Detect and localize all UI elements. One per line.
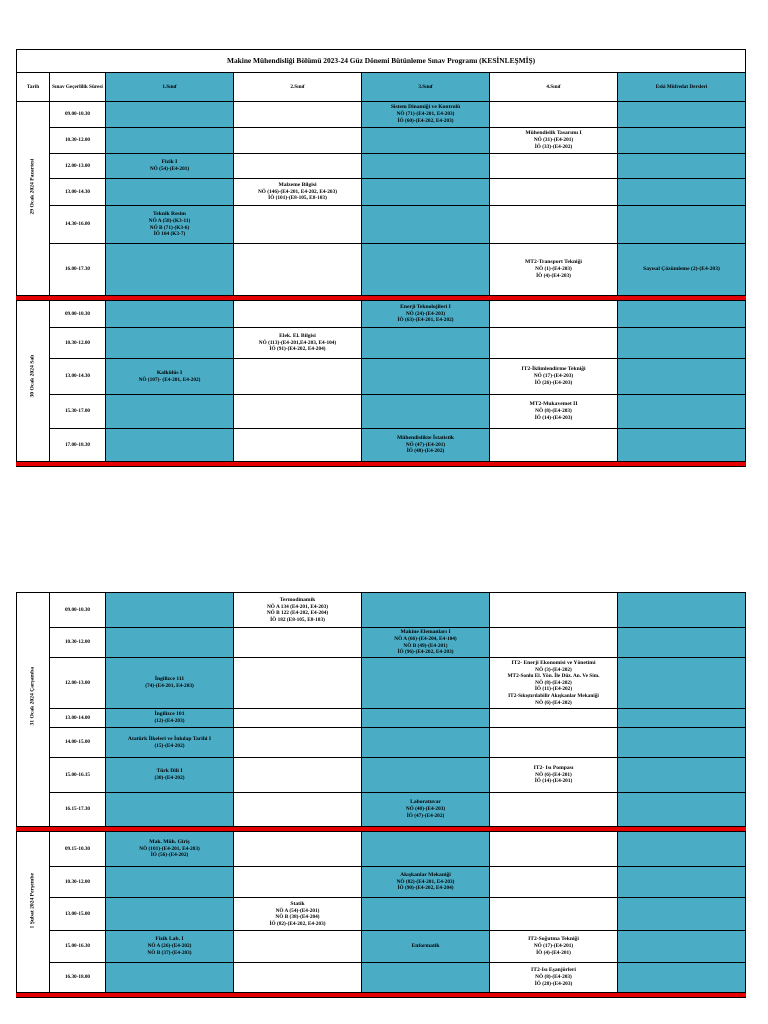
exam-course-name: İngilizce 101 xyxy=(154,711,185,718)
exam-cell xyxy=(106,154,234,179)
exam-cell xyxy=(362,206,490,244)
exam-cell xyxy=(234,206,362,244)
schedule-row xyxy=(17,758,746,793)
exam-detail: İÖ (90)-(E4-202, E4-204) xyxy=(397,885,454,892)
exam-cell xyxy=(618,709,746,728)
exam-cell xyxy=(234,328,362,359)
exam-cell xyxy=(234,179,362,206)
exam-detail: İÖ (82)-(E4-202, E4-203) xyxy=(269,920,326,927)
exam-cell xyxy=(362,102,490,128)
exam-course-name: IT2- Enerji Ekonomisi ve Yönetimi xyxy=(511,659,596,666)
exam-detail: NÖ (1)-(E4-203) xyxy=(535,266,572,273)
exam-cell xyxy=(618,963,746,993)
exam-detail: NÖ (113)-(E4-201,E4-203, E4-104) xyxy=(258,339,337,346)
exam-detail: İÖ (26)-(E4-203) xyxy=(534,379,573,386)
exam-cell xyxy=(362,709,490,728)
exam-cell xyxy=(362,395,490,429)
exam-detail: İÖ (47)-(E4-202) xyxy=(406,812,445,819)
exam-course-name: Mühendislik Tasarımı I xyxy=(525,130,582,137)
exam-detail: İÖ (91)-(E4-202, E4-204) xyxy=(269,346,326,353)
day-date-label: 31 Ocak 2024 Çarşamba xyxy=(29,666,36,726)
exam-detail: (15)-(E4-202) xyxy=(154,742,185,749)
day-date-label: 30 Ocak 2024 Salı xyxy=(29,354,36,397)
exam-cell xyxy=(106,628,234,658)
exam-cell xyxy=(234,709,362,728)
time-slot: 13.00-14.30 xyxy=(50,359,106,395)
header-date: Tarih xyxy=(17,73,50,102)
exam-cell xyxy=(362,328,490,359)
exam-cell xyxy=(362,429,490,462)
time-slot: 10.30-12.00 xyxy=(50,328,106,359)
exam-cell xyxy=(490,931,618,963)
header-class-4: 4.Sınıf xyxy=(490,73,618,102)
exam-detail: İÖ (14)-(E4-203) xyxy=(534,414,573,421)
exam-cell xyxy=(490,395,618,429)
schedule-row xyxy=(17,832,746,867)
exam-detail: NÖ (17)-(E4-203) xyxy=(533,373,574,380)
exam-schedule-table-1 xyxy=(16,49,746,467)
exam-cell xyxy=(106,593,234,628)
exam-cell xyxy=(234,301,362,328)
exam-cell xyxy=(106,328,234,359)
exam-detail: NÖ (146)-(E4-201, E4-202, E4-203) xyxy=(257,188,337,195)
time-slot: 13.00-14.00 xyxy=(50,709,106,728)
exam-cell xyxy=(106,758,234,793)
exam-cell xyxy=(362,658,490,709)
exam-detail: İÖ (28)-(E4-203) xyxy=(534,980,573,987)
exam-course-name: Enformatik xyxy=(411,943,440,949)
exam-cell xyxy=(362,898,490,931)
exam-cell xyxy=(362,867,490,898)
exam-cell xyxy=(234,102,362,128)
exam-course-name: Termodinamik xyxy=(279,596,316,603)
exam-cell xyxy=(490,244,618,296)
exam-course-name: Laboratuvar xyxy=(410,799,441,806)
exam-cell xyxy=(490,206,618,244)
time-slot: 14.00-15.00 xyxy=(50,728,106,758)
day-date-label: 1 Şubat 2024 Perşembe xyxy=(29,872,36,928)
exam-cell xyxy=(490,728,618,758)
exam-cell xyxy=(106,658,234,709)
exam-cell xyxy=(490,793,618,827)
exam-cell xyxy=(362,758,490,793)
exam-cell xyxy=(106,102,234,128)
exam-schedule-table-2 xyxy=(16,592,746,998)
exam-detail: (12)-(E4-203) xyxy=(154,718,185,725)
exam-cell xyxy=(106,793,234,827)
exam-cell xyxy=(234,793,362,827)
exam-course-name: Mak. Müh. Giriş xyxy=(149,838,190,845)
exam-cell xyxy=(362,728,490,758)
exam-course-name: Elek. El. Bilgisi xyxy=(279,332,316,339)
header-class-2: 2.Sınıf xyxy=(234,73,362,102)
exam-course-name: Teknik Resim xyxy=(153,211,186,218)
time-slot: 17.00-18.30 xyxy=(50,429,106,462)
exam-cell xyxy=(490,832,618,867)
schedule-row xyxy=(17,179,746,206)
exam-detail: (30)-(E4-202) xyxy=(154,775,185,782)
exam-detail: NÖ A (54)-(E4-201) xyxy=(275,907,320,914)
exam-detail: NÖ B (71)-(K3-6) xyxy=(149,224,190,231)
time-slot: 09.15-10.30 xyxy=(50,832,106,867)
exam-detail: İÖ (14)-(E4-201) xyxy=(534,778,573,785)
schedule-row xyxy=(17,963,746,993)
schedule-row xyxy=(17,102,746,128)
exam-cell xyxy=(106,832,234,867)
exam-cell xyxy=(234,728,362,758)
exam-course-name: Akışkanlar Mekaniği xyxy=(400,871,451,878)
exam-detail: NÖ B 122 (E4-202, E4-204) xyxy=(266,610,329,617)
exam-course-name: Fizik Lab. I xyxy=(155,936,184,943)
time-slot: 16.30-18.00 xyxy=(50,963,106,993)
exam-cell xyxy=(490,179,618,206)
exam-course-name: IT2-Soğutma Tekniği xyxy=(528,936,579,943)
exam-cell xyxy=(106,898,234,931)
exam-cell xyxy=(106,931,234,963)
exam-cell xyxy=(234,244,362,296)
time-slot: 13.00-14.30 xyxy=(50,179,106,206)
exam-detail: NÖ A (58)-(K3-11) xyxy=(148,218,191,225)
time-slot: 10.30-12.00 xyxy=(50,867,106,898)
exam-cell xyxy=(234,429,362,462)
exam-detail: İÖ (4)-(E4-201) xyxy=(536,949,571,956)
exam-cell xyxy=(490,963,618,993)
exam-cell xyxy=(618,206,746,244)
exam-detail: NÖ A (26)-(E4-202) xyxy=(147,943,192,950)
exam-cell xyxy=(618,429,746,462)
exam-course-name: Malzeme Bilgisi xyxy=(278,181,317,188)
time-slot: 15.00-16.15 xyxy=(50,758,106,793)
exam-detail: NÖ (101)-(E4-201, E4-203) xyxy=(139,845,200,852)
exam-cell xyxy=(234,359,362,395)
time-slot: 15.30-17.00 xyxy=(50,395,106,429)
exam-detail: NÖ (6)-(E4-201) xyxy=(535,771,572,778)
exam-course-name: MT2-Mukavemet II xyxy=(529,401,578,408)
day-date-cell xyxy=(17,102,50,296)
exam-course-name: Makine Elemanları I xyxy=(400,629,451,636)
schedule-row xyxy=(17,154,746,179)
exam-cell xyxy=(618,244,746,296)
exam-cell xyxy=(362,301,490,328)
exam-detail: NÖ (107)- (E4-201, E4-202) xyxy=(138,376,201,383)
exam-cell xyxy=(362,154,490,179)
exam-cell xyxy=(618,102,746,128)
exam-detail: İÖ (48)-(E4-202) xyxy=(406,448,445,455)
schedule-row xyxy=(17,728,746,758)
exam-cell xyxy=(362,128,490,154)
time-slot: 15.00-16.30 xyxy=(50,931,106,963)
schedule-row xyxy=(17,301,746,328)
exam-course-name: Sistem Dinamiği ve Kontrolü xyxy=(390,104,461,111)
exam-cell xyxy=(618,728,746,758)
exam-cell xyxy=(490,429,618,462)
exam-course-name: Statik xyxy=(290,900,305,907)
exam-cell xyxy=(234,658,362,709)
time-slot: 09.00-10.30 xyxy=(50,102,106,128)
exam-detail: NÖ (71)-(E4-201, E4-203) xyxy=(396,111,455,118)
exam-cell xyxy=(234,593,362,628)
day-separator xyxy=(17,462,746,467)
exam-detail: NÖ B (49)-(E4-201) xyxy=(403,642,448,649)
exam-cell xyxy=(490,867,618,898)
exam-detail: İÖ (60)-(E4-202, E4-203) xyxy=(397,117,454,124)
exam-cell xyxy=(234,832,362,867)
exam-detail: IT2-Sıkıştırılabilir Akışkanlar Mekaniği xyxy=(508,693,599,700)
exam-cell xyxy=(234,154,362,179)
exam-cell xyxy=(362,832,490,867)
exam-cell xyxy=(362,359,490,395)
exam-cell xyxy=(490,102,618,128)
exam-course-name: Fizik I xyxy=(161,159,178,166)
exam-course-name: Atatürk İlkeleri ve İnkılap Tarihi I xyxy=(127,735,212,742)
exam-cell xyxy=(106,867,234,898)
day-separator xyxy=(17,993,746,998)
exam-cell xyxy=(618,832,746,867)
exam-cell xyxy=(490,709,618,728)
exam-cell xyxy=(618,658,746,709)
table-1-body xyxy=(17,50,746,467)
exam-cell xyxy=(618,898,746,931)
exam-cell xyxy=(618,593,746,628)
exam-cell xyxy=(618,128,746,154)
schedule-row xyxy=(17,709,746,728)
exam-cell xyxy=(234,898,362,931)
exam-cell xyxy=(362,593,490,628)
schedule-row xyxy=(17,867,746,898)
schedule-row xyxy=(17,628,746,658)
exam-cell xyxy=(106,429,234,462)
exam-cell xyxy=(234,758,362,793)
day-date-cell xyxy=(17,832,50,993)
exam-cell xyxy=(106,709,234,728)
schedule-row xyxy=(17,898,746,931)
schedule-row xyxy=(17,328,746,359)
exam-cell xyxy=(234,395,362,429)
schedule-row xyxy=(17,658,746,709)
exam-cell xyxy=(490,898,618,931)
exam-cell xyxy=(106,359,234,395)
exam-course-name: İngilizce 111 xyxy=(154,676,185,683)
exam-detail: İÖ (101)-(E8-105, E8-103) xyxy=(268,195,327,202)
table-2-body xyxy=(17,593,746,998)
time-slot: 12.00-13.00 xyxy=(50,154,106,179)
exam-cell xyxy=(490,628,618,658)
exam-cell xyxy=(362,963,490,993)
exam-cell xyxy=(618,793,746,827)
day-date-label: 29 Ocak 2024 Pazartesi xyxy=(29,158,36,215)
exam-detail: NÖ (8)-(E4-202) xyxy=(535,679,572,686)
time-slot: 10.30-12.00 xyxy=(50,628,106,658)
exam-detail: NÖ (17)-(E4-201) xyxy=(533,943,574,950)
header-class-3: 3.Sınıf xyxy=(362,73,490,102)
exam-detail: NÖ (24)-(E4-203) xyxy=(405,310,446,317)
exam-course-name: Kalkülüs I xyxy=(156,369,183,376)
exam-cell xyxy=(618,628,746,658)
exam-cell xyxy=(618,931,746,963)
time-slot: 14.30-16.00 xyxy=(50,206,106,244)
day-date-cell xyxy=(17,593,50,827)
time-slot: 09.00-10.30 xyxy=(50,593,106,628)
exam-detail: NÖ (54)-(E4-201) xyxy=(149,166,190,173)
exam-cell xyxy=(234,931,362,963)
exam-detail: MT2-Sonlu El. Yön. İle Düz. An. Ve Sim. xyxy=(507,673,600,680)
exam-cell xyxy=(618,179,746,206)
exam-cell xyxy=(106,128,234,154)
exam-detail: NÖ (8)-(E4-203) xyxy=(535,974,572,981)
exam-course-name: Sayısal Çözümleme (2)-(E4-203) xyxy=(643,266,720,272)
exam-cell xyxy=(106,395,234,429)
exam-detail: NÖ A (66)-(E4-204, E4-104) xyxy=(394,636,457,643)
exam-detail: NÖ (40)-(E4-203) xyxy=(405,806,446,813)
exam-cell xyxy=(362,931,490,963)
exam-detail: İÖ (56)-(E4-202) xyxy=(150,852,189,859)
header-old-curriculum: Eski Müfredat Dersleri xyxy=(618,73,746,102)
exam-cell xyxy=(490,328,618,359)
exam-detail: NÖ B (37)-(E4-203) xyxy=(147,949,192,956)
time-slot: 13.00-15.00 xyxy=(50,898,106,931)
day-date-cell xyxy=(17,301,50,462)
exam-detail: NÖ (3)-(E4-202) xyxy=(535,666,572,673)
exam-cell xyxy=(490,128,618,154)
exam-course-name: MT2-Transport Tekniği xyxy=(525,259,582,266)
exam-detail: NÖ (82)-(E4-201, E4-203) xyxy=(396,878,455,885)
exam-detail: (74)-(E4-201, E4-203) xyxy=(145,683,194,690)
exam-cell xyxy=(106,728,234,758)
page-title: Makine Mühendisliği Bölümü 2023-24 Güz Dönemi Bütünleme Sınav Programı (KESİNLEŞMİŞ) xyxy=(17,50,746,73)
exam-cell xyxy=(618,395,746,429)
exam-cell xyxy=(490,758,618,793)
exam-cell xyxy=(362,628,490,658)
schedule-row xyxy=(17,206,746,244)
header-time: Sınav Geçerlilik Süresi xyxy=(50,73,106,102)
exam-cell xyxy=(362,793,490,827)
exam-detail: İÖ 104 (K3-7) xyxy=(153,231,186,238)
schedule-row xyxy=(17,395,746,429)
exam-cell xyxy=(362,244,490,296)
exam-detail: İÖ (11)-(E4-202) xyxy=(534,686,573,693)
time-slot: 10.30-12.00 xyxy=(50,128,106,154)
exam-cell xyxy=(618,154,746,179)
schedule-row xyxy=(17,593,746,628)
exam-cell xyxy=(106,179,234,206)
header-class-1: 1.Sınıf xyxy=(106,73,234,102)
schedule-row xyxy=(17,931,746,963)
schedule-row xyxy=(17,128,746,154)
schedule-row xyxy=(17,244,746,296)
exam-detail: NÖ (31)-(E4-201) xyxy=(533,137,574,144)
exam-cell xyxy=(490,154,618,179)
exam-detail: NÖ (6)-(E4-202) xyxy=(535,699,572,706)
exam-detail: NÖ (47)-(E4-201) xyxy=(405,441,446,448)
exam-cell xyxy=(490,301,618,328)
exam-cell xyxy=(490,658,618,709)
exam-detail: İÖ (4)-(E4-203) xyxy=(536,272,571,279)
time-slot: 12.00-13.00 xyxy=(50,658,106,709)
exam-cell xyxy=(234,963,362,993)
day-separator-bar xyxy=(17,462,746,467)
exam-cell xyxy=(234,867,362,898)
exam-cell xyxy=(618,359,746,395)
exam-course-name: IT2-Isı Eşanjörleri xyxy=(531,967,576,974)
exam-course-name: Enerji Teknolojileri I xyxy=(400,303,451,310)
exam-cell xyxy=(618,758,746,793)
exam-cell xyxy=(106,244,234,296)
exam-detail: İÖ 182 (E8-105, E8-103) xyxy=(270,616,325,623)
day-separator-bar xyxy=(17,993,746,998)
exam-course-name: Mühendislikte İstatistik xyxy=(396,434,455,441)
schedule-row xyxy=(17,429,746,462)
exam-course-name: IT2- Isı Pompası xyxy=(533,764,574,771)
schedule-row xyxy=(17,359,746,395)
exam-detail: İÖ (63)-(E4-201, E4-202) xyxy=(397,317,454,324)
exam-detail: NÖ (8)-(E4-203) xyxy=(535,408,572,415)
exam-course-name: Türk Dili I xyxy=(156,768,183,775)
exam-cell xyxy=(234,128,362,154)
exam-cell xyxy=(490,593,618,628)
schedule-row xyxy=(17,793,746,827)
exam-cell xyxy=(106,963,234,993)
time-slot: 09.00-10.30 xyxy=(50,301,106,328)
exam-detail: İÖ (33)-(E4-202) xyxy=(534,143,573,150)
exam-cell xyxy=(106,206,234,244)
exam-detail: NÖ B (38)-(E4-204) xyxy=(275,914,320,921)
exam-cell xyxy=(490,359,618,395)
exam-cell xyxy=(618,328,746,359)
exam-cell xyxy=(618,301,746,328)
exam-course-name: IT2-İklimlendirme Tekniği xyxy=(521,366,586,373)
exam-cell xyxy=(362,179,490,206)
exam-detail: NÖ A 134 (E4-201, E4-203) xyxy=(266,603,329,610)
exam-cell xyxy=(618,867,746,898)
exam-detail: İÖ (96)-(E4-202, E4-203) xyxy=(397,649,454,656)
time-slot: 16.15-17.30 xyxy=(50,793,106,827)
exam-cell xyxy=(234,628,362,658)
time-slot: 16.00-17.30 xyxy=(50,244,106,296)
exam-cell xyxy=(106,301,234,328)
